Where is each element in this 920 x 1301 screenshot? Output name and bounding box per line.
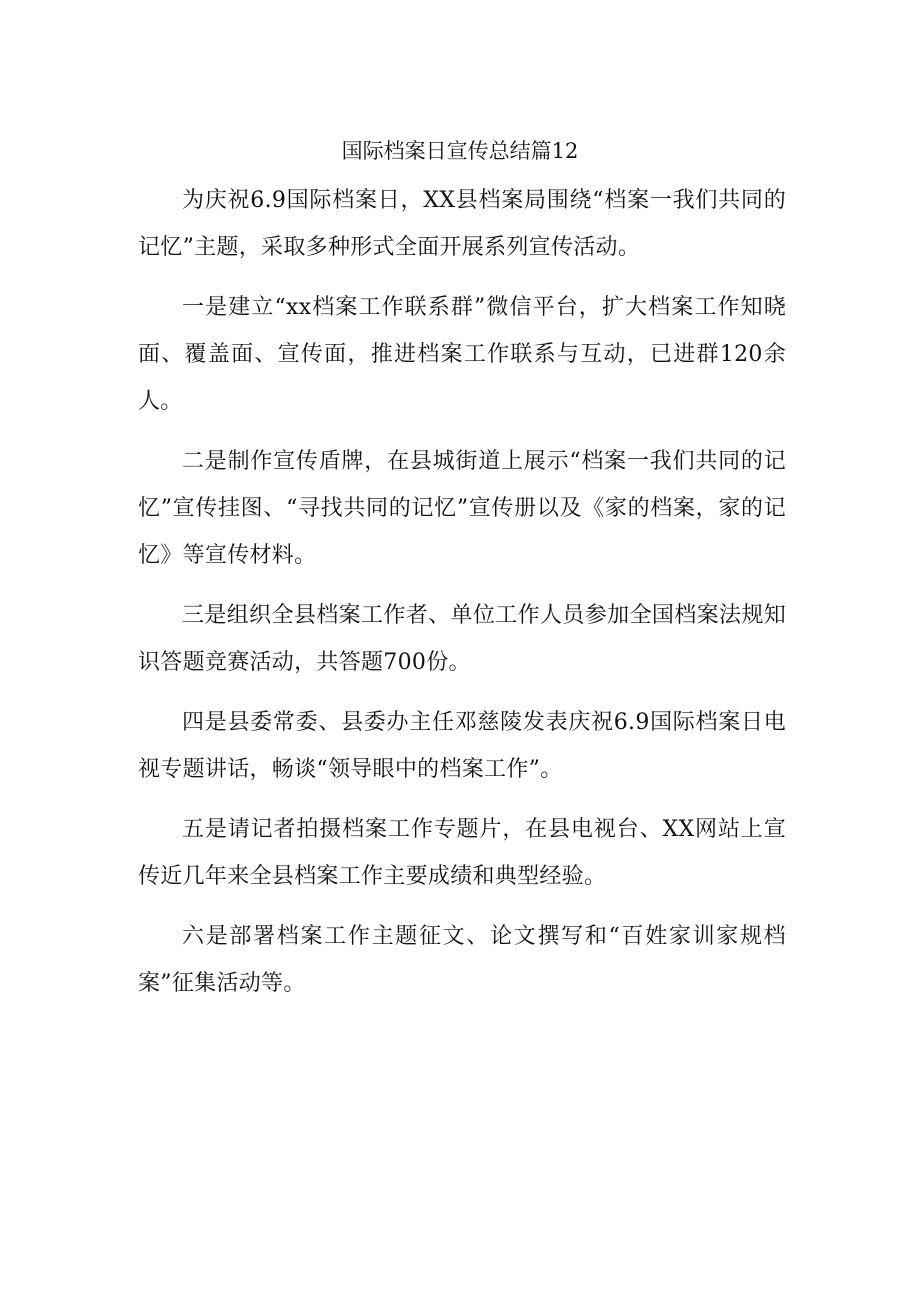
paragraph-item-2: 二是制作宣传盾牌，在县城街道上展示“档案一我们共同的记忆”宣传挂图、“寻找共同的记忆”宣传册以及《家的档案，家的记忆》等宣传材料。 [138, 449, 786, 568]
paragraph-item-4: 四是县委常委、县委办主任邓慈陵发表庆祝6.9国际档案日电视专题讲话，畅谈“领导眼中的档案工作”。 [138, 710, 786, 782]
paragraph-item-5: 五是请记者拍摄档案工作专题片，在县电视台、XX网站上宣传近几年来全县档案工作主要成绩和典型经验。 [138, 817, 786, 889]
paragraph-item-1: 一是建立“xx档案工作联系群”微信平台，扩大档案工作知晓面、覆盖面、宣传面，推进档案工作联系与互动，已进群120余人。 [138, 295, 786, 414]
paragraph-intro: 为庆祝6.9国际档案日，XX县档案局围绕“档案一我们共同的记忆”主题，采取多种形式全面开展系列宣传活动。 [138, 188, 786, 260]
paragraph-item-6: 六是部署档案工作主题征文、论文撰写和“百姓家训家规档案”征集活动等。 [138, 924, 786, 996]
document-body [138, 177, 786, 1020]
document-title: 国际档案日宣传总结篇12 [341, 139, 579, 163]
paragraph-item-3: 三是组织全县档案工作者、单位工作人员参加全国档案法规知识答题竞赛活动，共答题700份。 [138, 603, 786, 675]
